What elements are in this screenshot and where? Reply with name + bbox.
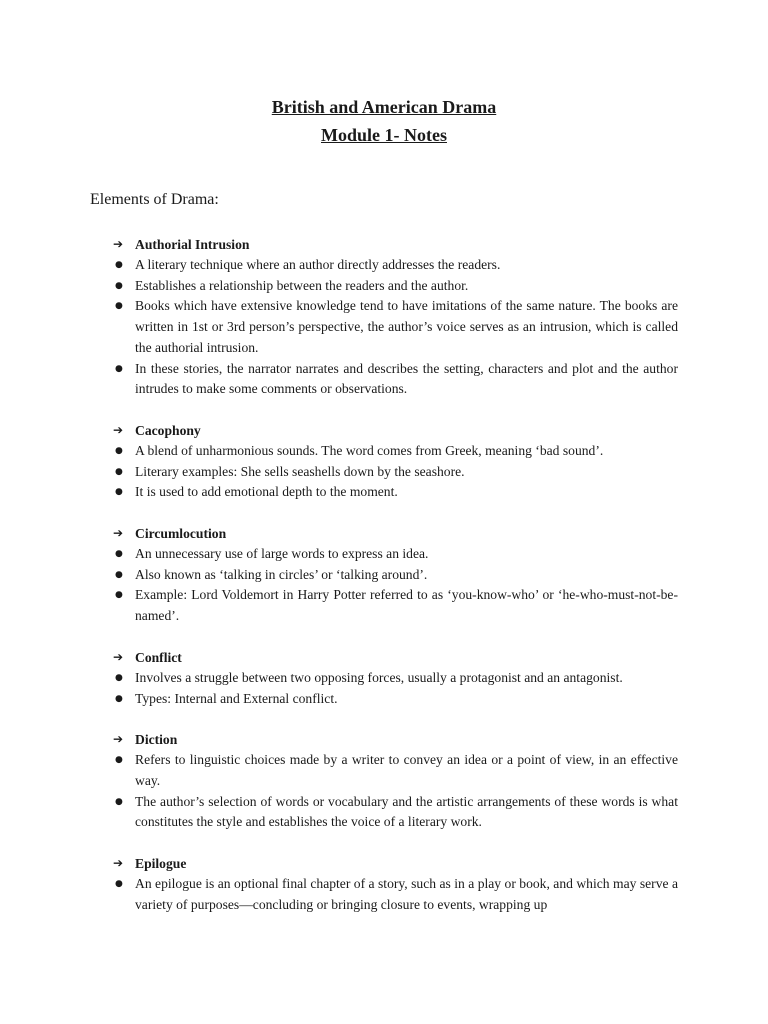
bullet-item bbox=[0, 441, 768, 462]
term-block bbox=[0, 234, 768, 400]
bullet-dot-icon: ● bbox=[115, 755, 123, 766]
bullet-text: Books which have extensive knowledge tend to have imitations of the same nature. The books are written in 1st or 3rd person’s perspective, the author’s voice serves as an intrusion, which is called the authorial intrusion. bbox=[135, 298, 678, 355]
bullet-dot-icon: ● bbox=[115, 301, 123, 312]
bullet-list bbox=[0, 668, 768, 709]
bullet-item bbox=[0, 565, 768, 586]
term-block bbox=[0, 523, 768, 627]
term-name: Authorial Intrusion bbox=[135, 237, 250, 252]
bullet-dot-icon: ● bbox=[115, 569, 123, 580]
arrow-right-icon: ➔ bbox=[113, 732, 124, 747]
bullet-text: Example: Lord Voldemort in Harry Potter referred to as ‘you-know-who’ or ‘he-who-must-not-be-named’. bbox=[135, 587, 678, 624]
bullet-text: Involves a struggle between two opposing forces, usually a protagonist and an antagonist. bbox=[135, 669, 623, 685]
bullet-item bbox=[0, 792, 768, 833]
title-block bbox=[0, 93, 768, 149]
bullet-text: Literary examples: She sells seashells down by the seashore. bbox=[135, 463, 465, 479]
section-heading: Elements of Drama: bbox=[90, 191, 219, 208]
bullet-dot-icon: ● bbox=[115, 672, 123, 683]
bullet-list bbox=[0, 441, 768, 503]
bullet-dot-icon: ● bbox=[115, 549, 123, 560]
bullet-text: A literary technique where an author directly addresses the readers. bbox=[135, 257, 501, 272]
arrow-right-icon: ➔ bbox=[113, 526, 124, 541]
term-name: Cacophony bbox=[135, 422, 201, 438]
bullet-dot-icon: ● bbox=[115, 466, 123, 477]
term-name: Circumlocution bbox=[135, 526, 227, 542]
term-name: Epilogue bbox=[135, 856, 187, 872]
arrow-right-icon: ➔ bbox=[113, 649, 124, 664]
bullet-item bbox=[0, 544, 768, 565]
bullet-dot-icon: ● bbox=[115, 590, 123, 601]
term-heading bbox=[0, 729, 768, 750]
bullet-text: Refers to linguistic choices made by a writer to convey an idea or a point of view, in an effective way. bbox=[135, 752, 678, 788]
bullet-text: Also known as ‘talking in circles’ or ‘talking around’. bbox=[135, 566, 428, 582]
bullet-dot-icon: ● bbox=[115, 363, 123, 374]
bullet-dot-icon: ● bbox=[115, 445, 123, 456]
term-block bbox=[0, 729, 768, 833]
term-heading bbox=[0, 647, 768, 668]
arrow-right-icon: ➔ bbox=[113, 237, 124, 251]
bullet-item bbox=[0, 668, 768, 689]
bullet-text: In these stories, the narrator narrates and describes the setting, characters and plot and the author intrudes to make some comments or observations. bbox=[135, 360, 678, 397]
document-title: British and American Drama bbox=[271, 97, 497, 117]
bullet-item bbox=[0, 585, 768, 626]
term-heading bbox=[0, 523, 768, 544]
term-block bbox=[0, 420, 768, 503]
bullet-text: Establishes a relationship between the readers and the author. bbox=[135, 277, 469, 293]
term-heading bbox=[0, 853, 768, 874]
terms-list bbox=[0, 234, 768, 935]
bullet-item bbox=[0, 255, 768, 276]
bullet-item bbox=[0, 689, 768, 710]
bullet-text: It is used to add emotional depth to the moment. bbox=[135, 484, 398, 500]
term-block bbox=[0, 647, 768, 709]
bullet-dot-icon: ● bbox=[115, 693, 123, 704]
bullet-list bbox=[0, 750, 768, 833]
bullet-list bbox=[0, 255, 768, 400]
term-heading bbox=[0, 234, 768, 255]
document-subtitle: Module 1- Notes bbox=[321, 125, 447, 145]
bullet-text: The author’s selection of words or vocabulary and the artistic arrangements of these words is what constitutes the style and establishes the voice of a literary work. bbox=[135, 793, 678, 830]
bullet-item bbox=[0, 874, 768, 915]
bullet-item bbox=[0, 276, 768, 297]
bullet-dot-icon: ● bbox=[115, 879, 123, 890]
bullet-item bbox=[0, 482, 768, 503]
bullet-text: An unnecessary use of large words to express an idea. bbox=[135, 546, 429, 562]
term-heading bbox=[0, 420, 768, 441]
bullet-item bbox=[0, 750, 768, 791]
arrow-right-icon: ➔ bbox=[113, 856, 124, 871]
bullet-item bbox=[0, 296, 768, 358]
bullet-dot-icon: ● bbox=[115, 796, 123, 807]
bullet-item bbox=[0, 462, 768, 483]
bullet-text: A blend of unharmonious sounds. The word comes from Greek, meaning ‘bad sound’. bbox=[135, 442, 604, 458]
bullet-list bbox=[0, 874, 768, 915]
arrow-right-icon: ➔ bbox=[113, 422, 124, 437]
bullet-dot-icon: ● bbox=[115, 260, 123, 270]
bullet-text: Types: Internal and External conflict. bbox=[135, 690, 338, 706]
bullet-list bbox=[0, 544, 768, 627]
bullet-text: An epilogue is an optional final chapter of a story, such as in a play or book, and which may serve a variety of purposes—concluding or bringing closure to events, wrapping up bbox=[135, 876, 678, 912]
term-name: Diction bbox=[135, 732, 178, 748]
term-block bbox=[0, 853, 768, 915]
bullet-dot-icon: ● bbox=[115, 280, 123, 291]
term-name: Conflict bbox=[135, 649, 182, 665]
bullet-item bbox=[0, 359, 768, 400]
bullet-dot-icon: ● bbox=[115, 487, 123, 498]
